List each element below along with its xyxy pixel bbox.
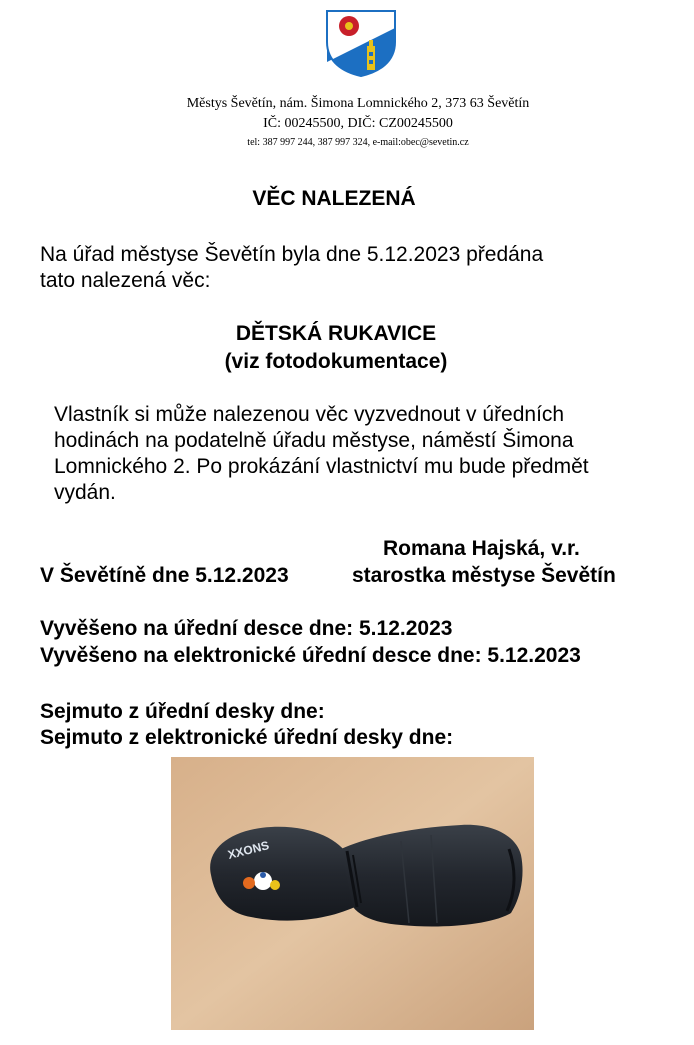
- removed-from-electronic-board: Sejmuto z elektronické úřední desky dne:: [40, 726, 454, 749]
- instruction-line: Vlastník si může nalezenou věc vyzvednout v úředních: [54, 403, 565, 426]
- letterhead-contact: tel: 387 997 244, 387 997 324, e-mail:obec@sevetin.cz: [247, 137, 469, 148]
- notice-title: VĚC NALEZENÁ: [252, 187, 416, 210]
- rose-icon: [339, 16, 359, 36]
- posted-on-electronic-board: Vyvěšeno na elektronické úřední desce dne: 5.12.2023: [40, 644, 581, 667]
- signatory-name: Romana Hajská, v.r.: [383, 537, 580, 560]
- mitten-brand-text: XXONS: [226, 838, 271, 862]
- instruction-line: hodinách na podatelně úřadu městyse, náměstí Šimona: [54, 429, 574, 452]
- instruction-line: vydán.: [54, 481, 116, 504]
- found-item-name: DĚTSKÁ RUKAVICE: [235, 322, 437, 345]
- removed-from-board: Sejmuto z úřední desky dne:: [40, 700, 325, 723]
- pickup-instructions: [54, 402, 674, 506]
- place-and-date: V Ševětíně dne 5.12.2023: [40, 564, 289, 587]
- municipal-crest: [323, 8, 399, 78]
- notice-intro: [40, 242, 660, 294]
- intro-line: Na úřad městyse Ševětín byla dne 5.12.2023 předána: [40, 243, 544, 266]
- mitten-photo: [171, 757, 534, 1030]
- signatory-role: starostka městyse Ševětín: [352, 564, 616, 587]
- letterhead-ids: IČ: 00245500, DIČ: CZ00245500: [263, 116, 453, 131]
- letterhead-address: Městys Ševětín, nám. Šimona Lomnického 2, 373 63 Ševětín: [186, 96, 530, 111]
- intro-line: tato nalezená věc:: [40, 269, 211, 292]
- found-item-note: (viz fotodokumentace): [224, 350, 448, 373]
- posted-on-board: Vyvěšeno na úřední desce dne: 5.12.2023: [40, 617, 453, 640]
- instruction-line: Lomnického 2. Po prokázání vlastnictví mu bude předmět: [54, 455, 589, 478]
